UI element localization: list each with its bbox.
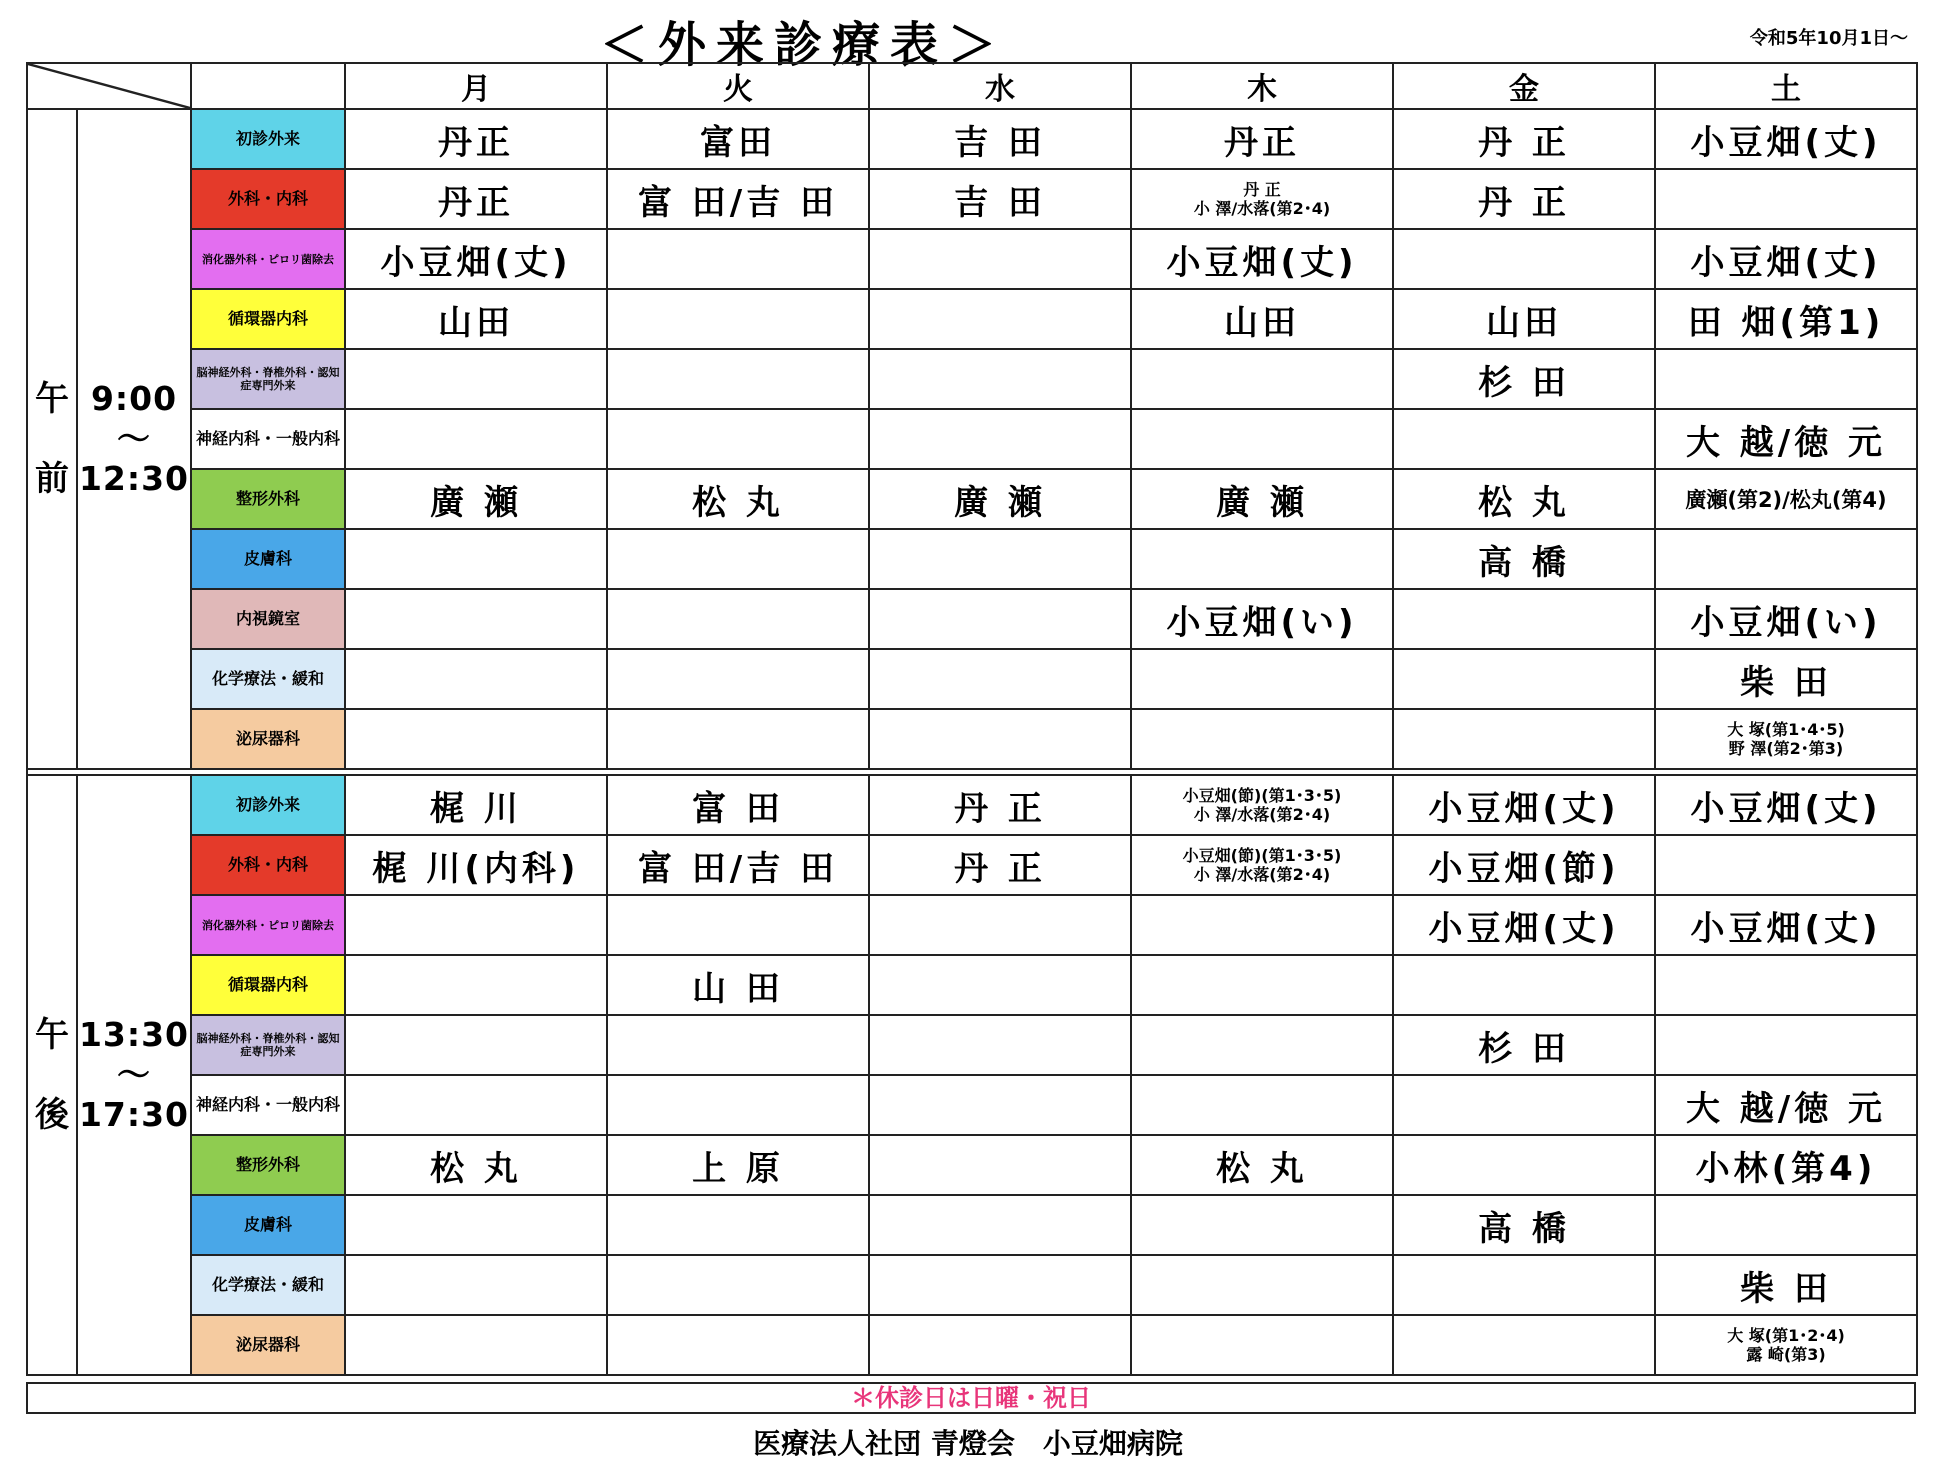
afternoon-row (27, 955, 1917, 1015)
doctor-cell (869, 349, 1131, 409)
doctor-cell: 富 田/吉 田 (607, 835, 869, 895)
schedule-table (26, 62, 1918, 1376)
morning-row (27, 289, 1917, 349)
cell-line: 小 澤/水落(第2･4) (1193, 199, 1331, 218)
doctor-cell (607, 1195, 869, 1255)
department-label: 消化器外科・ピロリ菌除去 (191, 229, 345, 289)
doctor-cell: 廣瀬(第2)/松丸(第4) (1655, 469, 1917, 529)
day-header-thu: 木 (1131, 63, 1393, 109)
doctor-cell (1393, 1135, 1655, 1195)
doctor-cell: 田 畑(第1) (1655, 289, 1917, 349)
department-label: 循環器内科 (191, 289, 345, 349)
period-char: 前 (35, 459, 69, 499)
doctor-cell (1131, 895, 1393, 955)
doctor-cell: 松 丸 (1131, 1135, 1393, 1195)
doctor-cell (607, 229, 869, 289)
doctor-cell (1131, 529, 1393, 589)
doctor-cell (345, 349, 607, 409)
department-label: 化学療法・緩和 (191, 1255, 345, 1315)
doctor-cell: 富 田/吉 田 (607, 169, 869, 229)
afternoon-row (27, 1075, 1917, 1135)
doctor-cell (1655, 1195, 1917, 1255)
doctor-cell (1393, 1075, 1655, 1135)
doctor-cell (1655, 1315, 1917, 1375)
afternoon-row (27, 835, 1917, 895)
doctor-cell (607, 349, 869, 409)
doctor-cell: 柴 田 (1655, 1255, 1917, 1315)
doctor-cell: 小豆畑(丈) (1393, 895, 1655, 955)
doctor-cell (345, 895, 607, 955)
doctor-cell (1655, 169, 1917, 229)
afternoon-row (27, 1135, 1917, 1195)
doctor-cell (345, 1195, 607, 1255)
doctor-cell (607, 409, 869, 469)
doctor-cell (607, 709, 869, 769)
doctor-cell: 丹正 (345, 109, 607, 169)
hospital-name: 医療法人社団 青燈会 小豆畑病院 (753, 1427, 1183, 1460)
department-label: 外科・内科 (191, 835, 345, 895)
doctor-cell: 小豆畑(節) (1393, 835, 1655, 895)
doctor-cell: 吉 田 (869, 169, 1131, 229)
doctor-cell: 上 原 (607, 1135, 869, 1195)
day-header-mon: 月 (345, 63, 607, 109)
doctor-cell (1131, 1075, 1393, 1135)
department-label: 化学療法・緩和 (191, 649, 345, 709)
doctor-cell (869, 895, 1131, 955)
cell-line: 露 崎(第3) (1746, 1345, 1826, 1364)
doctor-cell: 小豆畑(丈) (1131, 229, 1393, 289)
time-part: ～ (117, 1055, 151, 1094)
page-title: ＜外来診療表＞ (600, 17, 1007, 73)
time-part: 17:30 (78, 1095, 190, 1134)
afternoon-period-label (27, 775, 77, 1375)
doctor-cell: 廣 瀬 (869, 469, 1131, 529)
doctor-cell (869, 649, 1131, 709)
header-blank (191, 63, 345, 109)
doctor-cell (345, 955, 607, 1015)
afternoon-row (27, 895, 1917, 955)
doctor-cell (1131, 955, 1393, 1015)
doctor-cell (869, 1315, 1131, 1375)
doctor-cell (1393, 1255, 1655, 1315)
department-label: 初診外来 (191, 775, 345, 835)
doctor-cell: 小豆畑(い) (1655, 589, 1917, 649)
cell-line: 小 澤/水落(第2･4) (1193, 805, 1331, 824)
doctor-cell (1655, 1015, 1917, 1075)
department-label: 皮膚科 (191, 1195, 345, 1255)
doctor-cell (869, 709, 1131, 769)
doctor-cell: 丹 正 (869, 775, 1131, 835)
time-part: 9:00 (90, 379, 178, 418)
department-label: 神経内科・一般内科 (191, 409, 345, 469)
doctor-cell: 富田 (607, 109, 869, 169)
doctor-cell (345, 409, 607, 469)
doctor-cell: 小豆畑(丈) (1393, 775, 1655, 835)
morning-row (27, 409, 1917, 469)
doctor-cell: 小豆畑(丈) (1655, 775, 1917, 835)
doctor-cell (1131, 1195, 1393, 1255)
time-part: 13:30 (78, 1015, 190, 1054)
header-row (27, 63, 1917, 109)
doctor-cell (607, 589, 869, 649)
doctor-cell (1393, 229, 1655, 289)
doctor-cell: 小林(第4) (1655, 1135, 1917, 1195)
doctor-cell (1131, 709, 1393, 769)
doctor-cell (1131, 169, 1393, 229)
doctor-cell (345, 1075, 607, 1135)
doctor-cell (1131, 1255, 1393, 1315)
doctor-cell (1131, 349, 1393, 409)
doctor-cell: 廣 瀬 (345, 469, 607, 529)
doctor-cell (1655, 529, 1917, 589)
morning-row (27, 589, 1917, 649)
doctor-cell: 杉 田 (1393, 349, 1655, 409)
doctor-cell: 大 越/徳 元 (1655, 409, 1917, 469)
doctor-cell (607, 1015, 869, 1075)
doctor-cell (1131, 1315, 1393, 1375)
doctor-cell (1131, 409, 1393, 469)
afternoon-time-range (77, 775, 191, 1375)
department-label: 整形外科 (191, 469, 345, 529)
afternoon-row (27, 1255, 1917, 1315)
doctor-cell (607, 1075, 869, 1135)
corner-cell (27, 63, 191, 109)
doctor-cell (1393, 589, 1655, 649)
doctor-cell (607, 895, 869, 955)
doctor-cell (1393, 649, 1655, 709)
doctor-cell: 大 越/徳 元 (1655, 1075, 1917, 1135)
doctor-cell (607, 529, 869, 589)
doctor-cell (1393, 1315, 1655, 1375)
doctor-cell (869, 1075, 1131, 1135)
doctor-cell: 梶 川(内科) (345, 835, 607, 895)
morning-row (27, 529, 1917, 589)
department-label: 整形外科 (191, 1135, 345, 1195)
morning-row (27, 709, 1917, 769)
doctor-cell: 松 丸 (607, 469, 869, 529)
doctor-cell: 富 田 (607, 775, 869, 835)
doctor-cell (869, 1195, 1131, 1255)
cell-line: 大 塚(第1･4･5) (1727, 720, 1845, 739)
afternoon-row (27, 775, 1917, 835)
doctor-cell: 柴 田 (1655, 649, 1917, 709)
period-char: 後 (35, 1095, 69, 1135)
morning-row (27, 649, 1917, 709)
day-header-sat: 土 (1655, 63, 1917, 109)
doctor-cell (607, 1315, 869, 1375)
day-header-wed: 水 (869, 63, 1131, 109)
department-label: 泌尿器科 (191, 1315, 345, 1375)
department-label: 循環器内科 (191, 955, 345, 1015)
department-label: 泌尿器科 (191, 709, 345, 769)
doctor-cell: 丹 正 (1393, 169, 1655, 229)
doctor-cell (607, 1255, 869, 1315)
doctor-cell: 山田 (345, 289, 607, 349)
department-label: 内視鏡室 (191, 589, 345, 649)
morning-time-range (77, 109, 191, 769)
doctor-cell (1131, 775, 1393, 835)
doctor-cell: 小豆畑(丈) (345, 229, 607, 289)
department-label: 脳神経外科・脊椎外科・認知症専門外来 (191, 349, 345, 409)
doctor-cell: 小豆畑(丈) (1655, 109, 1917, 169)
doctor-cell (1393, 409, 1655, 469)
doctor-cell: 松 丸 (1393, 469, 1655, 529)
morning-row (27, 229, 1917, 289)
morning-row (27, 109, 1917, 169)
doctor-cell (1655, 955, 1917, 1015)
doctor-cell: 丹正 (345, 169, 607, 229)
department-label: 初診外来 (191, 109, 345, 169)
afternoon-row (27, 1195, 1917, 1255)
doctor-cell: 丹正 (1131, 109, 1393, 169)
period-char: 午 (35, 379, 69, 419)
time-part: 12:30 (78, 459, 190, 498)
doctor-cell (1655, 709, 1917, 769)
department-label: 脳神経外科・脊椎外科・認知症専門外来 (191, 1015, 345, 1075)
doctor-cell (1393, 709, 1655, 769)
doctor-cell (869, 529, 1131, 589)
doctor-cell (869, 409, 1131, 469)
morning-row (27, 169, 1917, 229)
doctor-cell (1131, 1015, 1393, 1075)
doctor-cell (345, 1315, 607, 1375)
department-label: 神経内科・一般内科 (191, 1075, 345, 1135)
doctor-cell: 小豆畑(丈) (1655, 229, 1917, 289)
doctor-cell (869, 229, 1131, 289)
doctor-cell (345, 1255, 607, 1315)
doctor-cell: 山田 (1131, 289, 1393, 349)
doctor-cell: 山 田 (607, 955, 869, 1015)
doctor-cell (869, 1135, 1131, 1195)
doctor-cell: 丹 正 (1393, 109, 1655, 169)
cell-line: 大 塚(第1･2･4) (1727, 1326, 1845, 1345)
doctor-cell (1131, 649, 1393, 709)
doctor-cell: 高 橋 (1393, 1195, 1655, 1255)
morning-period-label (27, 109, 77, 769)
doctor-cell (869, 589, 1131, 649)
period-char: 午 (35, 1015, 69, 1055)
doctor-cell (869, 955, 1131, 1015)
cell-line: 小 澤/水落(第2･4) (1193, 865, 1331, 884)
doctor-cell (1655, 349, 1917, 409)
doctor-cell (869, 1015, 1131, 1075)
doctor-cell (345, 589, 607, 649)
time-part: ～ (117, 419, 151, 458)
closed-days-note: ＊休診日は日曜・祝日 (26, 1382, 1916, 1414)
doctor-cell (1131, 835, 1393, 895)
cell-line: 丹 正 (1243, 180, 1281, 199)
doctor-cell: 小豆畑(丈) (1655, 895, 1917, 955)
cell-line: 小豆畑(節)(第1･3･5) (1182, 846, 1342, 865)
department-label: 外科・内科 (191, 169, 345, 229)
doctor-cell: 梶 川 (345, 775, 607, 835)
doctor-cell (345, 649, 607, 709)
afternoon-row (27, 1015, 1917, 1075)
effective-date: 令和5年10月1日～ (1749, 28, 1908, 49)
day-header-fri: 金 (1393, 63, 1655, 109)
cell-line: 小豆畑(節)(第1･3･5) (1182, 786, 1342, 805)
doctor-cell (607, 649, 869, 709)
doctor-cell (869, 1255, 1131, 1315)
department-label: 消化器外科・ピロリ菌除去 (191, 895, 345, 955)
doctor-cell (869, 289, 1131, 349)
doctor-cell: 小豆畑(い) (1131, 589, 1393, 649)
doctor-cell (345, 529, 607, 589)
doctor-cell: 杉 田 (1393, 1015, 1655, 1075)
doctor-cell: 高 橋 (1393, 529, 1655, 589)
morning-row (27, 349, 1917, 409)
doctor-cell: 廣 瀬 (1131, 469, 1393, 529)
day-header-tue: 火 (607, 63, 869, 109)
doctor-cell (1655, 835, 1917, 895)
doctor-cell (607, 289, 869, 349)
morning-row (27, 469, 1917, 529)
doctor-cell (1393, 955, 1655, 1015)
doctor-cell: 松 丸 (345, 1135, 607, 1195)
cell-line: 野 澤(第2･第3) (1728, 739, 1844, 758)
doctor-cell: 山田 (1393, 289, 1655, 349)
department-label: 皮膚科 (191, 529, 345, 589)
doctor-cell: 丹 正 (869, 835, 1131, 895)
doctor-cell (345, 1015, 607, 1075)
afternoon-row (27, 1315, 1917, 1375)
doctor-cell (345, 709, 607, 769)
doctor-cell: 吉 田 (869, 109, 1131, 169)
